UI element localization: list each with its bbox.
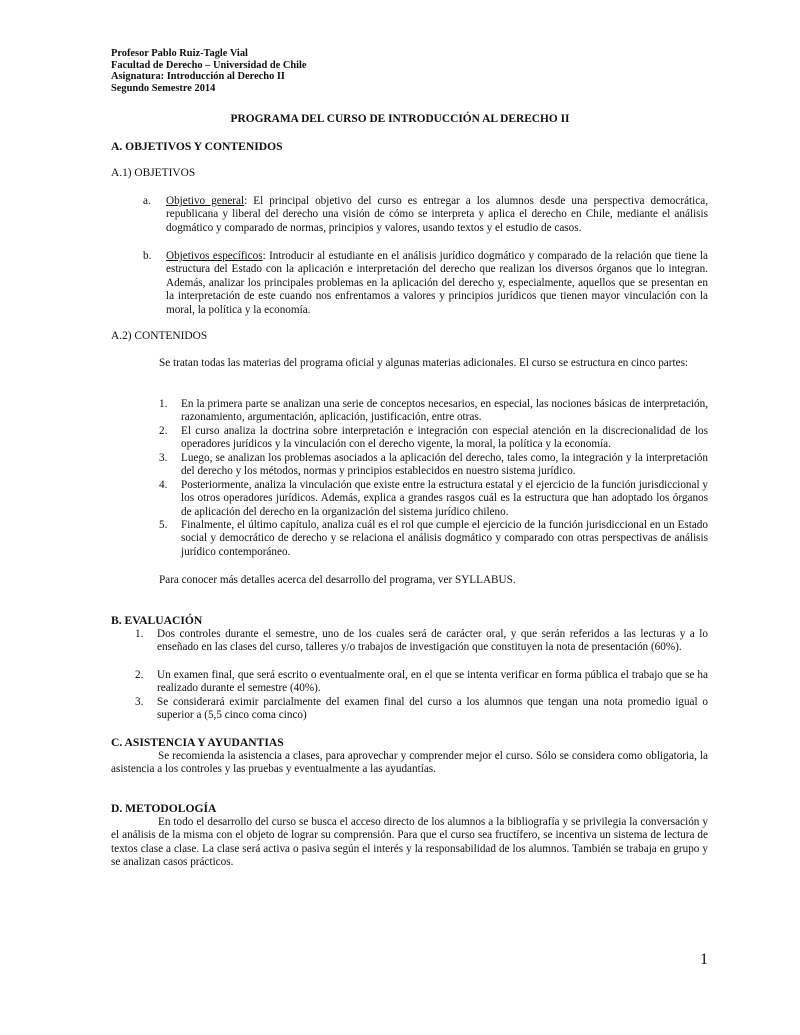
methodology-text: En todo el desarrollo del curso se busca el acceso directo de los alumnos a la bibliografía y se privilegia la conversación y el análisis de la misma con el objeto de lograr su comprensión. Para que el curso sea fructífero, se incentiva un sistema de lectura de textos clase a clase. La clase será activa o pasiva según el interés y la responsabilidad de los alumnos. También se trabaja en grupo y se analizan casos prácticos. <box>111 816 708 869</box>
objective-item-specific <box>143 250 708 317</box>
header-semester: Segundo Semestre 2014 <box>111 82 216 94</box>
list-marker: 4. <box>159 479 168 491</box>
list-item-text: El curso analiza la doctrina sobre interpretación e integración con especial atención en la discrecionalidad de los operadores jurídicos y la vinculación con el derecho vigente, la moral, la política y la economía. <box>181 425 708 451</box>
contents-item-5 <box>159 519 708 559</box>
contents-item-3 <box>159 452 708 479</box>
list-marker: 2. <box>159 425 168 437</box>
attendance-text: Se recomienda la asistencia a clases, para aprovechar y comprender mejor el curso. Sólo se considera como obligatoria, la asistencia a los controles y las pruebas y eventualmente a las ayudantías. <box>111 750 708 776</box>
document-header <box>111 48 307 94</box>
list-marker: 3. <box>135 696 144 708</box>
contents-intro: Se tratan todas las materias del programa oficial y algunas materias adicionales. El curso se estructura en cinco partes: <box>159 357 689 369</box>
list-marker: 5. <box>159 519 168 531</box>
section-a2-heading: A.2) CONTENIDOS <box>111 330 208 342</box>
objective-label: Objetivos específicos <box>166 250 263 262</box>
list-marker: a. <box>143 195 151 207</box>
list-marker: 3. <box>159 452 168 464</box>
objective-text: : El principal objetivo del curso es entregar a los alumnos desde una perspectiva democrática, republicana y liberal del derecho una visión de cómo se interpreta y aplica el derecho en Chile, mediante el análisis dogmático y comparado de normas, principios y valores, usando textos y el estudio de casos. <box>166 195 709 234</box>
section-b-heading: B. EVALUACIÓN <box>111 614 203 627</box>
list-item-text: Un examen final, que será escrito o eventualmente oral, en el que se intenta verificar en forma pública el trabajo que se ha realizado durante el semestre (40%). <box>157 669 708 695</box>
list-marker: 2. <box>135 669 144 681</box>
header-professor: Profesor Pablo Ruiz-Tagle Vial <box>111 48 248 59</box>
objective-label: Objetivo general <box>166 195 245 207</box>
document-title: PROGRAMA DEL CURSO DE INTRODUCCIÓN AL DERECHO II <box>230 113 570 125</box>
section-a-heading: A. OBJETIVOS Y CONTENIDOS <box>111 140 283 153</box>
evaluation-item-3 <box>135 696 708 723</box>
list-item-text: En la primera parte se analizan una serie de conceptos necesarios, en especial, las nociones básicas de interpretación, razonamiento, argumentación, aplicación, justificación, entre otras. <box>181 398 708 424</box>
list-item-text: Finalmente, el último capítulo, analiza cuál es el rol que cumple el ejercicio de la función jurisdiccional en un Estado social y democrático de derecho y se relaciona el análisis dogmático y comparado con otras perspectivas de análisis jurídico contemporáneo. <box>181 519 708 558</box>
page-number: 1 <box>700 951 708 968</box>
list-item-text: Se considerará eximir parcialmente del examen final del curso a los alumnos que tengan una nota promedio igual o superior a (5,5 cinco coma cinco) <box>157 696 708 722</box>
header-faculty: Facultad de Derecho – Universidad de Chile <box>111 59 307 71</box>
list-item-text: Luego, se analizan los problemas asociados a la aplicación del derecho, tales como, la integración y la interpretación del derecho y los métodos, normas y principios establecidos en nuestro sistema jurídico. <box>181 452 708 478</box>
evaluation-item-2 <box>135 669 708 696</box>
list-marker: 1. <box>135 628 144 640</box>
contents-item-2 <box>159 425 708 452</box>
objective-item-general <box>143 195 708 235</box>
contents-outro: Para conocer más detalles acerca del desarrollo del programa, ver SYLLABUS. <box>159 574 516 586</box>
section-c-heading: C. ASISTENCIA Y AYUDANTIAS <box>111 736 284 749</box>
list-item-text: Dos controles durante el semestre, uno de los cuales será de carácter oral, y que serán referidos a las lecturas y a lo enseñado en las clases del curso, talleres y/o trabajos de investigación que constituyen la nota de presentación (60%). <box>157 628 708 654</box>
section-a1-heading: A.1) OBJETIVOS <box>111 167 196 179</box>
header-subject: Asignatura: Introducción al Derecho II <box>111 71 285 83</box>
section-d-heading: D. METODOLOGÍA <box>111 802 217 815</box>
list-item-text: Posteriormente, analiza la vinculación que existe entre la estructura estatal y el ejercicio de la función jurisdiccional y los otros operadores jurídicos. Además, explica a grandes rasgos cuál es la estructura que han adoptado los órganos de aplicación del derecho en la organización del sistema jurídico chileno. <box>181 479 708 518</box>
evaluation-item-1 <box>135 628 708 655</box>
list-marker: b. <box>143 250 152 262</box>
list-marker: 1. <box>159 398 168 410</box>
contents-item-1 <box>159 398 708 425</box>
objective-text: : Introducir al estudiante en el análisis jurídico dogmático y comparado de la relación que tiene la estructura del Estado con la aplicación e interpretación del derecho que realizan los diversos órganos que lo integran. Además, analizar los principales problemas en la aplicación del derecho y, especialmente, aquellos que se presentan en la interpretación de este cuando nos enfrentamos a valores y principios jurídicos que tienen mayor vinculación con la moral, la política y la economía. <box>166 250 708 316</box>
contents-item-4 <box>159 479 708 519</box>
